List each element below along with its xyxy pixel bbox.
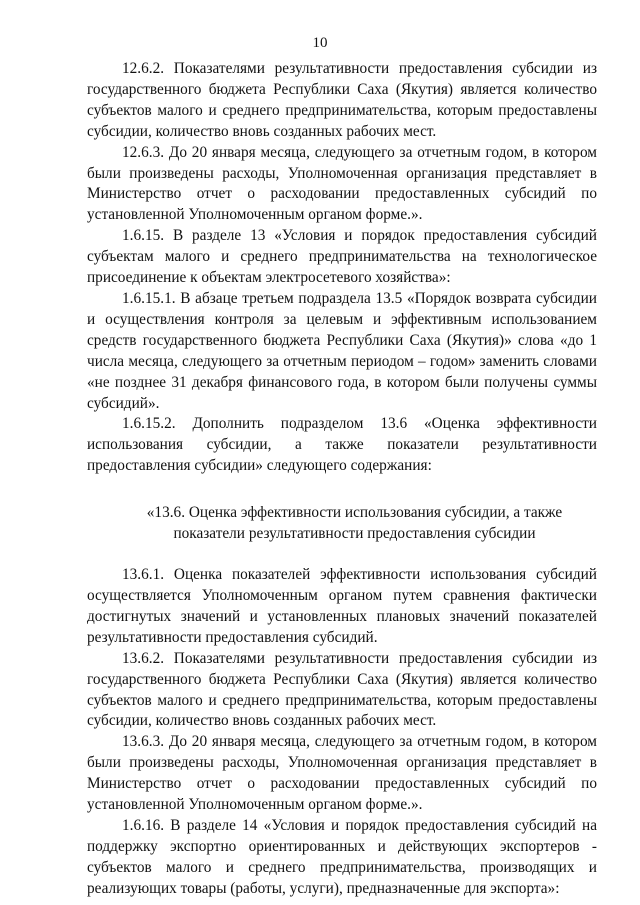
paragraph-1-6-16: 1.6.16. В разделе 14 «Условия и порядок предоставления субсидий на поддержку экспортно ориентированных и действующих экспортеров - субъектов малого и среднего предпринимательства, производящих и реализующих товары (работы, услуги), предназначенные для экспорта»: (87, 817, 597, 897)
paragraph-12-6-2: 12.6.2. Показателями результативности предоставления субсидии из государственного бюджета Республики Саха (Якутия) является количество субъектов малого и среднего предпринимательства, которым предоставлены субсидии, количество вновь созданных рабочих мест. (87, 60, 597, 140)
page-number: 10 (312, 35, 328, 51)
paragraph-13-6-3: 13.6.3. До 20 января месяца, следующего за отчетным годом, в котором были произведены расходы, Уполномоченная организация представляет в Министерство отчет о расходовании предоставленных субсидий по установленной Уполномоченным органом форме.». (87, 733, 597, 814)
paragraph-1-6-15-2: 1.6.15.2. Дополнить подразделом 13.6 «Оценка эффективности использования субсидии, а также показатели результативности предоставления субсидии» следующего содержания: (87, 415, 597, 475)
document-body (87, 59, 597, 900)
paragraph-1-6-15: 1.6.15. В разделе 13 «Условия и порядок предоставления субсидий субъектам малого и среднего предпринимательства на технологическое присоединение к объектам электросетевого хозяйства»: (87, 227, 597, 287)
paragraph-1-6-15-1: 1.6.15.1. В абзаце третьем подраздела 13.5 «Порядок возврата субсидии и осуществления контроля за целевым и эффективным использованием средств государственного бюджета Республики Саха (Якутия)» слова «до 1 числа месяца, следующего за отчетным периодом – годом» заменить словами «не позднее 31 декабря финансового года, в котором были получены суммы субсидий». (87, 289, 597, 412)
paragraph-13-6-1: 13.6.1. Оценка показателей эффективности использования субсидий осуществляется Уполномоченным органом путем сравнения фактически достигнутых значений и установленных плановых значений показателей результативности предоставления субсидий. (87, 566, 597, 646)
section-heading-13-6: «13.6. Оценка эффективности использования субсидии, а также показатели результативности предоставления субсидии (146, 504, 563, 543)
paragraph-13-6-2: 13.6.2. Показателями результативности предоставления субсидии из государственного бюджета Республики Саха (Якутия) является количество субъектов малого и среднего предпринимательства, которым предоставлены субсидии, количество вновь созданных рабочих мест. (87, 649, 597, 730)
paragraph-12-6-3: 12.6.3. До 20 января месяца, следующего за отчетным годом, в котором были произведены расходы, Уполномоченная организация представляет в Министерство отчет о расходовании предоставленных субсидий по установленной Уполномоченным органом форме.». (87, 143, 597, 224)
